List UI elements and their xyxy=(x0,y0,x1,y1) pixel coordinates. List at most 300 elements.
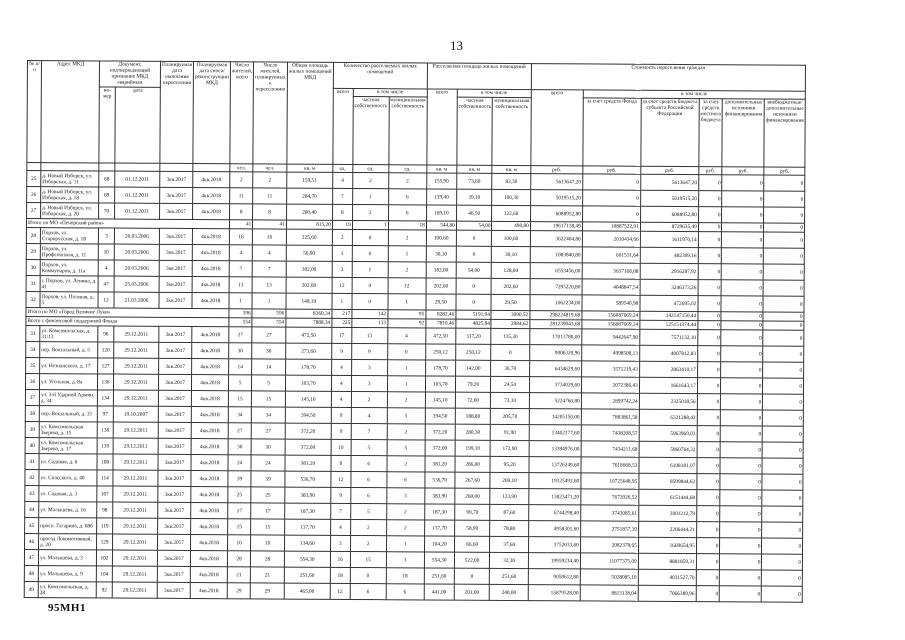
summary-cell: 281239043,68 xyxy=(530,320,582,329)
table-cell: 8881859,31 xyxy=(638,553,696,569)
table-cell: 5224760,80 xyxy=(529,393,581,409)
table-cell: 0 xyxy=(720,570,762,586)
table-cell: 4кв.2018 xyxy=(192,327,229,343)
unit-cell: кв. м xyxy=(427,165,457,173)
table-cell: 135,30 xyxy=(491,328,529,344)
table-cell: 0 xyxy=(720,458,762,474)
summary-cell: 815,20 xyxy=(286,220,332,229)
table-cell: 97 xyxy=(97,406,113,422)
address-cell: ул. Садовая, д. 3 xyxy=(39,486,97,502)
table-cell: 4кв.2018 xyxy=(192,261,229,277)
table-cell: 3кв.2017 xyxy=(159,292,192,308)
row-number: 41 xyxy=(25,453,39,469)
table-cell: 104 xyxy=(96,566,112,582)
table-cell: 4кв.2018 xyxy=(193,204,230,220)
table-cell: 4 xyxy=(331,359,351,375)
table-cell: 6108181,07 xyxy=(639,457,697,473)
table-cell: 372,20 xyxy=(285,423,331,439)
relocation-table xyxy=(24,60,806,603)
table-cell: 27 xyxy=(252,327,286,343)
header-cost-total: всего xyxy=(531,90,583,166)
table-cell: 15 xyxy=(228,519,251,535)
table-cell: 4кв.2018 xyxy=(191,503,228,519)
summary-cell: 554 xyxy=(229,318,252,327)
table-cell: 7 xyxy=(252,261,286,277)
table-cell: 337,20 xyxy=(456,328,492,344)
table-cell: 24 xyxy=(228,455,251,471)
table-cell: 29.12.2011 xyxy=(113,470,158,486)
table-body xyxy=(24,171,805,603)
table-cell: 2010434,66 xyxy=(582,231,640,247)
summary-cell: 41 xyxy=(229,220,252,229)
unit-cell: руб. xyxy=(641,166,699,174)
summary-cell: 0 xyxy=(764,223,805,232)
table-cell: 3кв.2017 xyxy=(158,454,191,470)
table-cell: 01.12.2011 xyxy=(115,171,160,187)
table-cell: 11077375,09 xyxy=(580,553,638,569)
summary-cell: 7810,46 xyxy=(426,319,456,328)
table-cell: 46,50 xyxy=(456,205,492,221)
table-cell: 5613647,20 xyxy=(640,174,698,190)
summary-cell: 1 xyxy=(352,220,388,229)
table-cell: 8813138,04 xyxy=(580,585,638,601)
table-cell: 145,10 xyxy=(285,391,331,407)
table-cell: 6 xyxy=(386,584,424,600)
table-cell: 0 xyxy=(697,474,721,490)
summary-cell: 298224819,68 xyxy=(530,311,582,320)
table-cell: 3кв.2017 xyxy=(159,358,192,374)
header-area-including: в том числе xyxy=(457,89,531,97)
table-cell: 29.12.2011 xyxy=(113,438,158,454)
table-cell: 5 xyxy=(351,439,387,455)
table-cell: 21 xyxy=(251,567,285,583)
table-cell: 25 xyxy=(228,487,251,503)
table-cell: 4048847,54 xyxy=(582,279,640,295)
table-cell: 200,40 xyxy=(286,204,332,220)
table-cell: 0 xyxy=(763,394,804,410)
table-cell: 5019515,20 xyxy=(530,190,582,206)
address-cell: ул. Комсомольская Зверева, д. 15 xyxy=(39,422,97,438)
table-cell: 0 xyxy=(696,570,720,586)
unit-cell: руб. xyxy=(699,167,723,175)
table-cell: 8 xyxy=(229,204,252,220)
table-cell: 3 xyxy=(351,359,387,375)
table-cell: 14 xyxy=(252,359,286,375)
table-cell: 0 xyxy=(720,538,762,554)
table-cell: 286,00 xyxy=(455,456,491,472)
summary-cell: 0 xyxy=(722,223,764,232)
table-cell: 87,60 xyxy=(490,504,528,520)
table-cell: 0 xyxy=(763,362,804,378)
table-cell: 3734029,60 xyxy=(529,377,581,393)
table-cell: 148,10 xyxy=(286,293,332,309)
address-cell: проезд Локомотивный, д. 20 xyxy=(39,534,97,550)
header-doc: Документ, подтверждающий признание МКД аварийным xyxy=(99,61,160,87)
table-cell: 28 xyxy=(227,551,250,567)
table-cell: 172,90 xyxy=(491,440,529,456)
table-cell: 1 xyxy=(229,293,252,309)
address-cell: д. Новый Изборск, ул. Изборская, д. 20 xyxy=(41,203,99,219)
table-cell: 2325018,56 xyxy=(639,393,697,409)
table-cell: 29.12.2011 xyxy=(113,486,158,502)
table-cell: 24,50 xyxy=(491,376,529,392)
table-cell: 16 xyxy=(229,229,252,245)
table-cell: 394,50 xyxy=(425,408,455,424)
table-cell: 2 xyxy=(386,520,424,536)
row-number: 49 xyxy=(24,581,38,597)
table-cell: 39 xyxy=(251,471,285,487)
table-cell: 16 xyxy=(330,551,350,567)
table-cell: 9 xyxy=(331,423,351,439)
table-cell: 0 xyxy=(350,567,386,583)
table-cell: 139,40 xyxy=(426,189,456,205)
row-number: 46 xyxy=(25,533,39,549)
table-cell: 99,70 xyxy=(454,504,490,520)
summary-cell: 2984,62 xyxy=(491,319,529,328)
table-cell: 3 xyxy=(351,375,387,391)
summary-cell: 490,80 xyxy=(492,221,530,230)
table-cell: 2 xyxy=(387,392,425,408)
table-cell: 0 xyxy=(762,538,803,554)
summary-cell: 10887522,91 xyxy=(582,222,640,231)
table-cell: 7 xyxy=(331,503,351,519)
table-cell: 1083840,80 xyxy=(530,247,582,263)
table-cell: 381,20 xyxy=(285,455,331,471)
address-cell: д. Новый Изборск, ул. Изборская, д. 11 xyxy=(41,171,99,187)
table-cell: 103,70 xyxy=(425,376,455,392)
table-cell: 58,90 xyxy=(454,520,490,536)
header-rooms-total: всего xyxy=(333,88,353,164)
table-cell: 0 xyxy=(698,248,722,264)
table-cell: 187,30 xyxy=(424,504,454,520)
table-cell: 3кв.2017 xyxy=(158,486,191,502)
table-cell: 136 xyxy=(97,374,113,390)
summary-cell: 41 xyxy=(253,220,287,229)
table-cell: 0 xyxy=(720,522,762,538)
table-cell: 284,70 xyxy=(286,188,332,204)
table-cell: 30,10 xyxy=(426,246,456,262)
table-cell: 182,00 xyxy=(286,261,332,277)
header-additional: дополнительные источники финансирования xyxy=(722,99,764,167)
table-cell: 104,20 xyxy=(424,536,454,552)
table-cell: 0 xyxy=(721,426,763,442)
table-cell: 4 xyxy=(331,391,351,407)
table-cell: 3 xyxy=(332,261,352,277)
summary-cell: 142147150,44 xyxy=(640,311,698,320)
table-cell: 6744298,40 xyxy=(528,505,580,521)
table-cell: 0 xyxy=(763,410,804,426)
table-cell: 17 xyxy=(228,503,251,519)
table-cell: 12 xyxy=(388,278,426,294)
table-cell: 4 xyxy=(229,245,252,261)
table-cell: 1 xyxy=(352,261,388,277)
header-cost: Стоимость переселения граждан xyxy=(531,64,805,92)
header-relocation-end: Планируемая дата окончания переселения xyxy=(160,61,194,163)
table-cell: 0 xyxy=(762,506,803,522)
table-cell: 589540,98 xyxy=(582,295,640,311)
table-cell: 10 xyxy=(98,244,114,260)
table-cell: 3кв.2017 xyxy=(158,502,191,518)
table-cell: 0 xyxy=(697,490,721,506)
table-cell: 0 xyxy=(721,442,763,458)
table-cell: 29.12.2011 xyxy=(113,454,158,470)
unit-cell: ед. xyxy=(388,165,426,173)
header-doc-date: дата xyxy=(115,87,160,163)
table-cell: 3кв.2017 xyxy=(158,422,191,438)
table-cell: 56,90 xyxy=(286,245,332,261)
table-cell: 3кв.2017 xyxy=(159,228,192,244)
table-cell: 12 xyxy=(330,583,350,599)
table-cell: 2 xyxy=(388,230,426,246)
table-cell: 20.03.2006 xyxy=(114,260,159,276)
table-cell: 69 xyxy=(99,187,115,203)
table-cell: 134 xyxy=(97,390,113,406)
table-cell: 6151444,68 xyxy=(639,489,697,505)
table-cell: 14205150,00 xyxy=(529,409,581,425)
row-number: 37 xyxy=(25,389,39,405)
table-cell: 0 xyxy=(721,296,763,312)
table-cell: 0 xyxy=(764,191,805,207)
table-cell: 29.12.2011 xyxy=(113,502,158,518)
table-cell: 29.12.2011 xyxy=(114,342,159,358)
table-cell: 2 xyxy=(351,391,387,407)
table-cell: 142,00 xyxy=(455,360,491,376)
address-cell: Порхов, ул. Старорусская, д. 18 xyxy=(40,228,98,244)
unit-cell: чел. xyxy=(253,164,287,172)
table-cell: 7672026,52 xyxy=(581,489,639,505)
table-cell: 47 xyxy=(98,276,114,292)
table-cell: 280,30 xyxy=(455,424,491,440)
table-cell: 10725648,95 xyxy=(581,473,639,489)
table-cell: 4кв.2018 xyxy=(192,277,229,293)
table-cell: 0 xyxy=(696,506,720,522)
table-cell: 554,30 xyxy=(424,552,454,568)
table-cell: 0 xyxy=(698,264,722,280)
table-cell: 202,60 xyxy=(286,277,332,293)
table-cell: 0 xyxy=(722,207,764,223)
header-local-budget: за счет средств местного бюджета xyxy=(699,99,723,167)
table-cell: 29.12.2011 xyxy=(113,390,158,406)
table-cell: 68 xyxy=(99,171,115,187)
table-cell: 15 xyxy=(252,391,286,407)
table-cell: 205,70 xyxy=(491,408,529,424)
table-cell: 0 xyxy=(698,232,722,248)
table-cell: 5613647,20 xyxy=(530,174,582,190)
summary-cell: 8729635,49 xyxy=(640,222,698,231)
unit-cell: руб. xyxy=(583,166,641,174)
summary-cell: 5191,94 xyxy=(456,310,492,319)
table-cell: 0 xyxy=(764,232,805,248)
table-cell: 250,12 xyxy=(455,344,491,360)
table-cell: 0 xyxy=(763,378,804,394)
table-cell: 536,70 xyxy=(285,471,331,487)
table-cell: 127 xyxy=(98,358,114,374)
summary-cell: 18 xyxy=(388,221,426,230)
table-cell: 30 xyxy=(251,439,285,455)
table-cell: 6 xyxy=(351,455,387,471)
table-cell: 98 xyxy=(97,502,113,518)
table-cell: 1669654,95 xyxy=(638,537,696,553)
table-cell: 13823471,20 xyxy=(529,489,581,505)
table-cell: 0 xyxy=(721,362,763,378)
row-number: 48 xyxy=(24,565,38,581)
summary-cell: 0 xyxy=(721,312,763,321)
table-cell: 29,50 xyxy=(491,294,529,310)
table-cell: 1 xyxy=(387,360,425,376)
table-cell: 5 xyxy=(228,375,251,391)
address-cell: просп. Гагарина, д. 68б xyxy=(39,518,97,534)
table-cell: 0 xyxy=(721,330,763,346)
table-cell: 7438208,57 xyxy=(581,425,639,441)
table-cell: 34 xyxy=(228,407,251,423)
table-cell: 4 xyxy=(333,172,353,188)
table-cell: 3кв.2017 xyxy=(158,518,191,534)
table-cell: 5960764,32 xyxy=(639,441,697,457)
table-cell: 178,70 xyxy=(285,359,331,375)
table-cell: 66,60 xyxy=(454,536,490,552)
summary-cell: 125151374,44 xyxy=(640,320,698,329)
address-cell: ул. Малышева, д. 9 xyxy=(38,566,96,582)
table-cell: 10 xyxy=(251,535,285,551)
table-cell: 8 xyxy=(331,455,351,471)
unit-cell: ед. xyxy=(353,164,389,172)
table-cell: 30 xyxy=(228,439,251,455)
table-cell: 1 xyxy=(386,536,424,552)
table-cell: 137,70 xyxy=(424,520,454,536)
table-cell: 0 xyxy=(763,296,804,312)
table-cell: 39 xyxy=(228,471,251,487)
row-number: 34 xyxy=(26,341,40,357)
table-cell: 11 xyxy=(253,188,287,204)
table-cell: 2916287,92 xyxy=(640,263,698,279)
header-extra: внебюджетные/ дополнительные источники финансирования xyxy=(764,99,805,167)
address-cell: ул. Незнанского, д. 17 xyxy=(40,358,98,374)
table-cell: 54,00 xyxy=(456,262,492,278)
table-cell: 0 xyxy=(387,344,425,360)
table-cell: 0 xyxy=(582,190,640,206)
table-cell: 9006320,96 xyxy=(529,345,581,361)
table-cell: 3кв.2017 xyxy=(158,438,191,454)
table-cell: 0 xyxy=(762,458,803,474)
table-cell: 3кв.2017 xyxy=(158,470,191,486)
table-cell: 137,70 xyxy=(284,519,330,535)
row-number: 40 xyxy=(25,437,39,453)
table-cell: 7 xyxy=(332,188,352,204)
summary-cell: 0 xyxy=(721,321,763,330)
table-cell: 159,51 xyxy=(287,172,333,188)
summary-cell: 54,00 xyxy=(456,221,492,230)
table-cell: 178,70 xyxy=(425,360,455,376)
table-cell: 3571219,43 xyxy=(581,361,639,377)
table-cell: 0 xyxy=(697,394,721,410)
table-cell: 1 xyxy=(387,294,425,310)
row-number: 43 xyxy=(25,485,39,501)
table-cell: 4кв.2018 xyxy=(192,359,229,375)
table-cell: 01.12.2011 xyxy=(115,187,160,203)
table-cell: 8 xyxy=(332,204,352,220)
table-cell: 30 xyxy=(229,343,252,359)
table-cell: 01.12.2011 xyxy=(115,203,160,219)
header-fund: за счет средств Фонда xyxy=(583,98,641,166)
table-cell: 3637168,08 xyxy=(582,263,640,279)
table-cell: 0 xyxy=(722,264,764,280)
unit-cell: чел. xyxy=(230,164,253,172)
table-cell: 1 xyxy=(252,293,286,309)
table-cell: 0 xyxy=(720,474,762,490)
table-cell: 102 xyxy=(96,550,112,566)
table-cell: 37,60 xyxy=(490,536,528,552)
table-cell: 251,60 xyxy=(424,568,454,584)
table-cell: 0 xyxy=(764,207,805,223)
table-cell: 0 xyxy=(698,296,722,312)
summary-cell: 0 xyxy=(763,321,804,330)
table-cell: 13 xyxy=(252,277,286,293)
summary-cell: 142 xyxy=(352,309,388,318)
header-subject-budget: за счет средств бюджета субъекта Российской Федерации xyxy=(641,98,699,166)
row-number: 45 xyxy=(25,517,39,533)
table-cell: 3 xyxy=(330,535,350,551)
table-cell: 267,60 xyxy=(455,472,491,488)
table-cell: 4кв.2018 xyxy=(191,391,228,407)
table-cell: 3кв.2017 xyxy=(159,244,192,260)
table-cell: 201,00 xyxy=(454,584,490,600)
header-area-municipal: муниципальная собственность xyxy=(492,97,531,165)
table-cell: 0 xyxy=(763,426,804,442)
table-cell: 5 xyxy=(387,440,425,456)
table-cell: 0 xyxy=(763,346,804,362)
table-cell: 0 xyxy=(721,346,763,362)
table-cell: 2072386,43 xyxy=(581,377,639,393)
table-cell: 0 xyxy=(696,554,720,570)
table-cell: 2899742,24 xyxy=(581,393,639,409)
table-cell: 372,00 xyxy=(285,439,331,455)
summary-cell: 156087669,24 xyxy=(582,320,640,329)
table-cell: 29 xyxy=(227,583,250,599)
table-cell: 472,50 xyxy=(286,327,332,343)
table-cell: 29.12.2011 xyxy=(113,374,158,390)
table-cell: 96 xyxy=(98,326,114,342)
table-cell: 2082378,65 xyxy=(580,537,638,553)
summary-cell: 544,80 xyxy=(426,221,456,230)
table-cell: 14 xyxy=(229,359,252,375)
header-address: Адрес МКД xyxy=(41,61,100,163)
table-cell: 3кв.2017 xyxy=(157,582,190,598)
table-cell: 0 xyxy=(764,175,805,191)
table-cell: 5 xyxy=(252,375,286,391)
table-cell: 4кв.2018 xyxy=(193,188,230,204)
table-cell: 9 xyxy=(331,343,351,359)
table-cell: 3001212,79 xyxy=(638,505,696,521)
table-cell: 3кв.2017 xyxy=(160,171,193,187)
table-cell: 12 xyxy=(331,471,351,487)
address-cell: ул. Спасского, д. 40 xyxy=(39,470,97,486)
summary-cell: 92 xyxy=(387,319,425,328)
table-cell: 273,60 xyxy=(285,343,331,359)
unit-cell: кв. м xyxy=(287,164,333,172)
summary-label: Всего с финансовой поддержкой Фонда xyxy=(26,316,229,326)
table-cell: 29.12.2011 xyxy=(114,326,159,342)
table-cell: 4кв.2018 xyxy=(191,455,228,471)
table-cell: 0 xyxy=(698,207,722,223)
table-cell: 15 xyxy=(251,519,285,535)
table-cell: 9059612,80 xyxy=(528,569,580,585)
table-cell: 95,20 xyxy=(490,456,528,472)
table-cell: 5 xyxy=(351,503,387,519)
table-cell: 29.12.2011 xyxy=(113,422,158,438)
unit-cell: ед. xyxy=(333,164,353,172)
row-number: 42 xyxy=(25,469,39,485)
table-cell: 4кв.2018 xyxy=(190,583,227,599)
